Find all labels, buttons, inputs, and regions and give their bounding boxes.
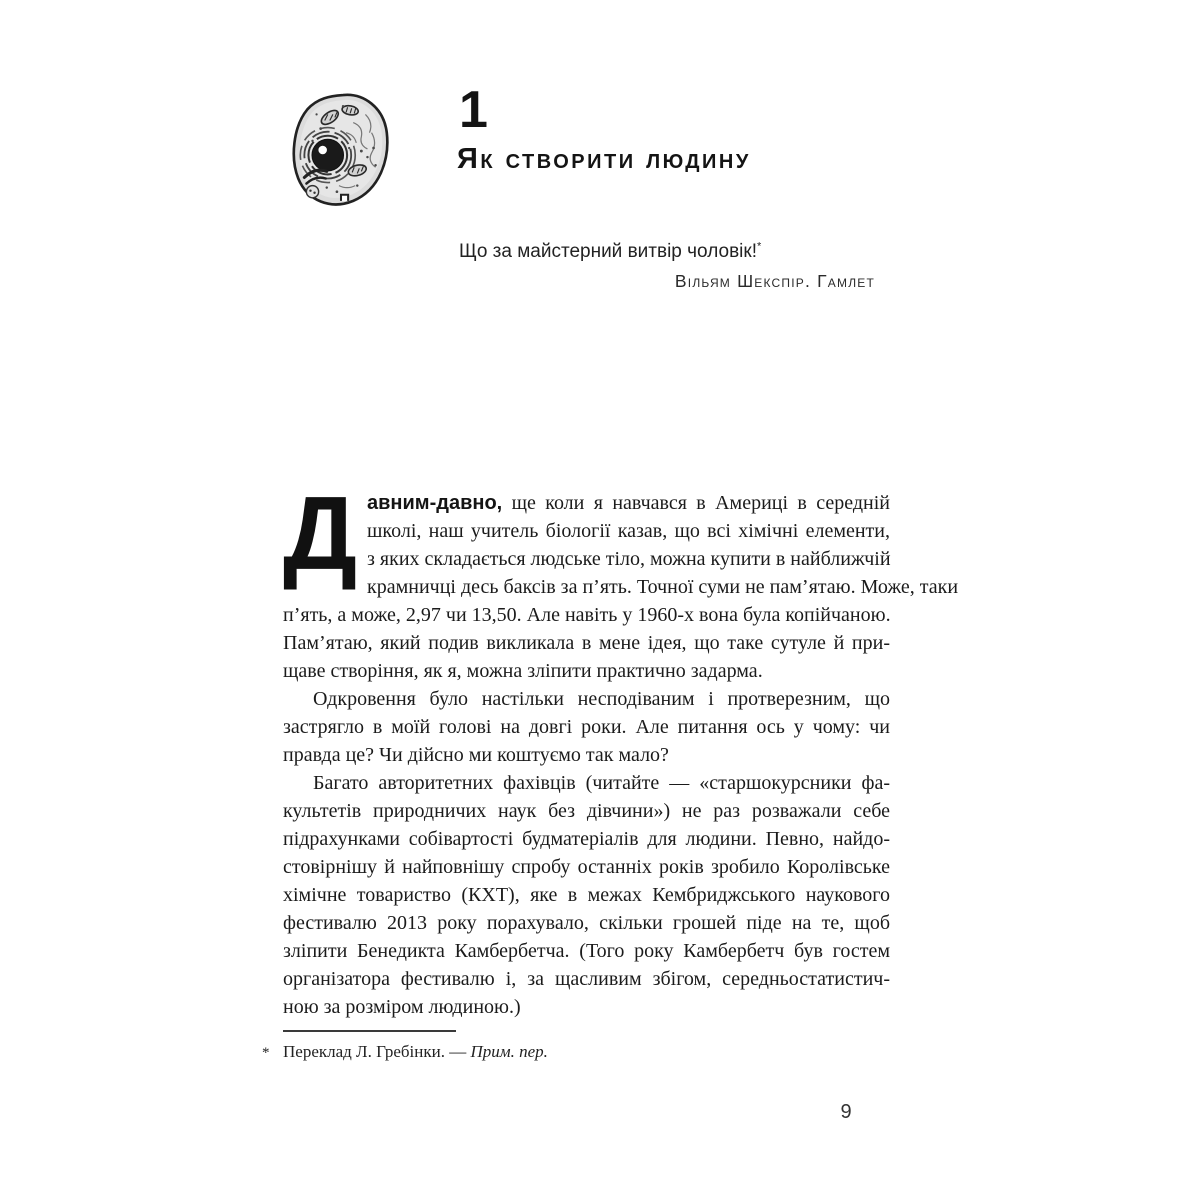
paragraph — [283, 769, 890, 1021]
text-line: фестивалю 2013 року порахувало, скільки грошей піде на те, щоб — [283, 912, 890, 934]
epigraph-attribution: Вільям Шекспір. Гамлет — [674, 270, 875, 291]
text-line: ною за розміром людиною.) — [283, 996, 521, 1018]
epigraph-quote — [459, 241, 875, 264]
text-line: зліпити Бенедикта Камбербетча. (Того року Камбербетч був гостем — [283, 940, 890, 962]
text-line: Пам’ятаю, який подив викликала в мене ідея, що таке сутуле й при- — [283, 632, 890, 654]
text-line: стовірнішу й найповнішу спробу останніх років зробило Королівське — [283, 856, 890, 878]
footnote-divider — [283, 1030, 456, 1032]
text-line: Одкровення було настільки несподіваним і протверезним, що — [313, 688, 890, 710]
epigraph — [459, 241, 875, 292]
footnote-text — [283, 1042, 548, 1061]
cell-illustration — [290, 92, 392, 208]
text-line: п’ять, а може, 2,97 чи 13,50. Але навіть у 1960-х вона була копійчаною. — [283, 604, 891, 626]
text-line: з яких складається людське тіло, можна купити в найближчій — [367, 548, 891, 570]
text-line: школі, наш учитель біології казав, що всі хімічні елементи, — [367, 520, 890, 542]
text-line: організатора фестивалю і, за щасливим збігом, середньостатистич- — [283, 968, 890, 990]
body-text — [283, 476, 959, 1021]
chapter-title: Як створити людину — [457, 143, 751, 175]
drop-cap: Д — [283, 476, 358, 592]
footnote-text-italic: Прим. пер. — [470, 1042, 548, 1061]
lead-bold-text: авним-давно, — [367, 492, 503, 514]
text-line: Багато авторитетних фахівців (читайте — «старшокурсники фа- — [313, 772, 890, 794]
cell-illustration-svg — [290, 92, 392, 208]
text-line: підрахунками собівартості будматеріалів для людини. Певно, найдо- — [283, 828, 890, 850]
text-line: правда це? Чи дійсно ми коштуємо так мало? — [283, 744, 669, 766]
text-line: щаве створіння, як я, можна зліпити практично задарма. — [283, 660, 763, 682]
text-line: культетів природничих наук без дівчини») не раз розважали себе — [283, 800, 890, 822]
footnote-text-regular: Переклад Л. Гребінки. — — [283, 1042, 471, 1061]
text-line: хімічне товариство (КХТ), яке в межах Кембриджського наукового — [283, 884, 890, 906]
text-line: авним-давно, ще коли я навчався в Америці в середній — [367, 492, 890, 514]
paragraph — [283, 476, 959, 685]
footnote-marker: * — [262, 1045, 270, 1061]
text-line: застрягло в моїй голові на довгі роки. Але питання ось у чому: чи — [283, 716, 890, 738]
page-number: 9 — [840, 1101, 852, 1123]
chapter-number: 1 — [459, 81, 488, 139]
text-line: крамничці десь баксів за п’ять. Точної суми не пам’ятаю. Може, таки — [367, 576, 959, 598]
epigraph-footnote-marker: * — [756, 240, 762, 253]
epigraph-quote-text: Що за майстерний витвір чоловік! — [459, 241, 757, 262]
paragraph — [283, 685, 890, 769]
footnote — [262, 1041, 882, 1064]
